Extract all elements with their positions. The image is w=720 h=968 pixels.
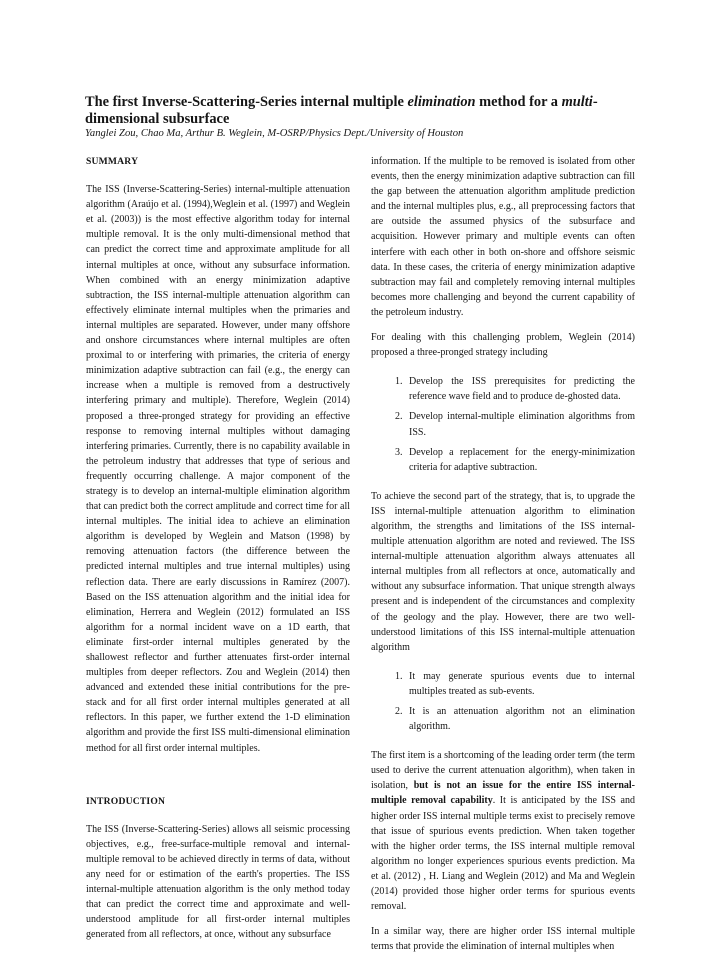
body-paragraph-1: information. If the multiple to be removed is isolated from other events, then the energy minimization adaptive subtraction can fill the gap between the attenuation algorithm amplitude prediction and the internal multiples plus, e.g., all preprocessing factors that are outside the assumed physics of the subsurface and acquisition. However primary and multiple events can often interfere with each other in both on-shore and offshore seismic data. In these cases, the criteria of energy minimization adaptive subtraction may fail and completely removing internal multiples becomes more challenging and beyond the current capability of the petroleum industry. <box>371 156 635 318</box>
left-column <box>86 154 350 957</box>
body-paragraph-2: For dealing with this challenging problem, Weglein (2014) proposed a three-pronged strategy including <box>371 332 635 359</box>
list-item: 1. Develop the ISS prerequisites for predicting the reference wave field and to produce de-ghosted data. <box>405 374 635 404</box>
title-part-3: method for a <box>475 94 562 110</box>
limitations-list <box>371 669 635 734</box>
list-item: 3. Develop a replacement for the energy-minimization criteria for adaptive subtraction. <box>405 445 635 475</box>
list-item: 2. Develop internal-multiple elimination algorithms from ISS. <box>405 409 635 439</box>
introduction-heading: INTRODUCTION <box>86 795 166 807</box>
list-item: 1. It may generate spurious events due to internal multiples treated as sub-events. <box>405 669 635 699</box>
title-part-4: multi <box>561 94 593 110</box>
strategy-list <box>371 374 635 475</box>
right-column <box>371 154 635 968</box>
summary-paragraph: The ISS (Inverse-Scattering-Series) internal-multiple attenuation algorithm (Araújo et al. (1994),Weglein et al. (1997) and Weglein et al. (2003)) is the most effective algorithm today for internal multiple removal. It is the only multi-dimensional method that can predict the correct time and approximate amplitude for all internal multiples at once, without any subsurface information. When combined with an energy minimization adaptive subtraction, the ISS internal-multiple attenuation algorithm can effectively eliminate internal multiples when the primaries and internal multiples are separated. However, under many offshore and onshore circumstances where internal multiples are often proximal to or interfering with primaries, the criteria of energy minimization adaptive subtraction can fail (e.g., the energy can increase when a multiple is removed from a destructively interfering primary and multiple). Therefore, Weglein (2014) proposed a three-pronged strategy for providing an effective response to removing internal multiples without damaging interfering primaries. Currently, there is no capability available in the petroleum industry that addresses that type of serious and frequently occurring challenge. A major component of the strategy is to develop an internal-multiple elimination algorithm that can predict both the correct amplitude and correct time for all internal multiples. The initial idea to achieve an elimination algorithm is developed by Weglein and Matson (1998) by removing attenuation factors (the difference between the predicted internal multiples and true internal multiples) using reflection data. There are early discussions in Ramírez (2007). Based on the ISS attenuation algorithm and the initial idea for elimination, Herrera and Weglein (2012) formulated an ISS algorithm for a normal incident wave on a 1D earth, that eliminate first-order internal multiples generated by the shallowest reflector and further attenuates first-order internal multiples from deeper reflectors. Zou and Weglein (2014) then advanced and extended these initial contributions for the pre-stack and for all first order internal multiples generated at all reflectors. In this paper, we further extend the 1-D elimination algorithm and provide the first ISS multi-dimensional elimination method for all first order internal multiples. <box>86 184 350 754</box>
p4-text-end: . It is anticipated by the ISS and higher order ISS internal multiple terms exist to precisely remove that issue of spurious events prediction. When taken together with the higher order terms, the ISS internal multiple removal algorithm no longer experiences spurious events prediction. Ma et al. (2012) , H. Liang and Weglein (2012) and Ma and Weglein (2014) provided those higher order terms for spurious events removal. <box>371 795 635 913</box>
paper-title <box>85 94 645 128</box>
title-part-1: The first Inverse-Scattering-Series internal multiple <box>85 94 408 110</box>
body-paragraph-5: In a similar way, there are higher order ISS internal multiple terms that provide the elimination of internal multiples when <box>371 926 635 953</box>
p4-text-start: The first item is a shortcoming of the leading order term (the term used to derive the current attenuation algorithm), when taken in isolation, <box>371 750 635 792</box>
body-paragraph-3: To achieve the second part of the strategy, that is, to upgrade the ISS internal-multiple attenuation algorithm to elimination algorithm, the strengths and limitations of the ISS internal-multiple attenuation algorithm are noted and reviewed. The ISS internal-multiple attenuation algorithm always attenuates all internal multiples from all reflectors at once, automatically and without any subsurface information. That unique strength always present and is independent of the circumstances and complexity of the geology and the play. However, there are two well-understood limitations of this ISS internal-multiple attenuation algorithm <box>371 490 635 653</box>
p4-bold-text: but is not an issue for the entire ISS internal-multiple removal capability <box>371 780 635 807</box>
author-line: Yanglei Zou, Chao Ma, Arthur B. Weglein, M-OSRP/Physics Dept./University of Houston <box>85 128 464 139</box>
body-paragraph-4 <box>371 748 635 914</box>
introduction-paragraph: The ISS (Inverse-Scattering-Series) allows all seismic processing objectives, e.g., free-surface-multiple removal and internal-multiple removal to be achieved directly in terms of data, without any need for or estimation of the earth's properties. The ISS internal-multiple attenuation algorithm is the only method today that can predict the correct time and approximate and well-understood amplitude for all first-order internal multiples generated from all reflectors, at once, without any subsurface <box>86 823 350 941</box>
title-part-2: elimination <box>407 94 476 110</box>
title-part-5: -dimensional subsurface <box>85 94 598 127</box>
summary-heading: SUMMARY <box>86 156 139 167</box>
list-item: 2. It is an attenuation algorithm not an elimination algorithm. <box>405 704 635 734</box>
